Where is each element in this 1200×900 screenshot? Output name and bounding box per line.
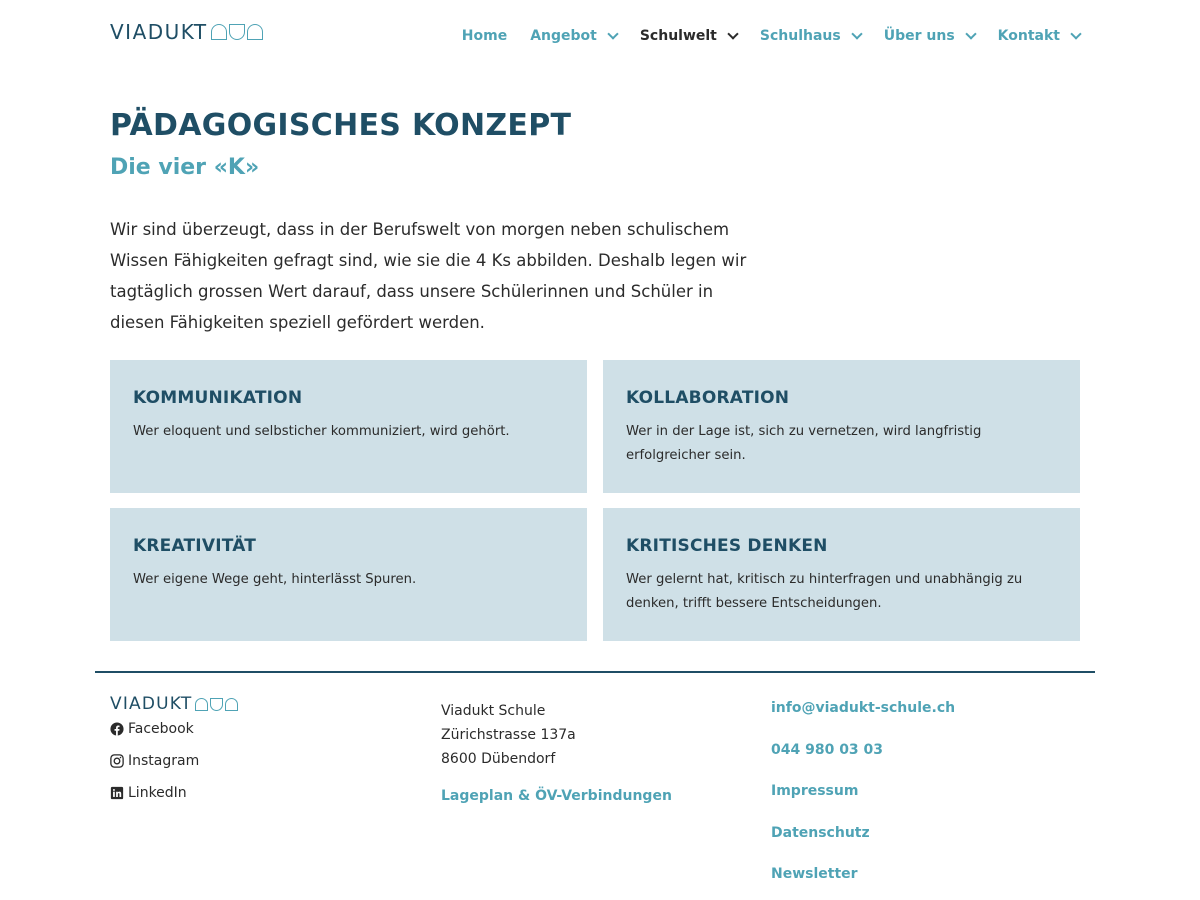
k-cards-grid <box>110 360 1080 641</box>
nav-item-kontakt[interactable] <box>998 28 1080 44</box>
address-name: Viadukt Schule <box>441 703 546 719</box>
page-subtitle: Die vier «K» <box>110 155 260 180</box>
nav-label: Kontakt <box>997 28 1060 44</box>
map-link[interactable]: Lageplan & ÖV-Verbindungen <box>441 788 672 804</box>
social-link-linkedin[interactable] <box>110 783 199 803</box>
site-logo[interactable] <box>110 20 263 44</box>
card-text: Wer gelernt hat, kritisch zu hinterfragen und unabhängig zu denken, trifft bessere Entscheidungen. <box>626 572 1023 611</box>
card-title: KREATIVITÄT <box>133 536 257 556</box>
main-navigation <box>439 28 1080 44</box>
linkedin-icon <box>110 786 124 800</box>
address-city: 8600 Dübendorf <box>441 751 556 767</box>
address-street: Zürichstrasse 137a <box>441 727 576 743</box>
nav-item-schulwelt[interactable] <box>640 28 737 44</box>
card-text: Wer in der Lage ist, sich zu vernetzen, wird langfristig erfolgreicher sein. <box>626 424 982 463</box>
logo-wordmark: VIADUKT <box>110 694 193 714</box>
logo-arches-icon <box>211 24 263 40</box>
card-kritisches-denken <box>603 508 1080 641</box>
social-label: Instagram <box>128 753 200 769</box>
nav-label: Schulhaus <box>759 28 841 44</box>
nav-item-home[interactable] <box>462 28 507 44</box>
footer-logo[interactable] <box>110 694 238 714</box>
card-title: KOLLABORATION <box>626 388 790 408</box>
card-kommunikation <box>110 360 587 493</box>
chevron-down-icon <box>965 28 976 39</box>
impressum-link[interactable]: Impressum <box>771 783 859 799</box>
social-label: LinkedIn <box>128 785 187 801</box>
card-title: KRITISCHES DENKEN <box>626 536 828 556</box>
nav-label: Home <box>461 28 508 44</box>
logo-arches-icon <box>195 698 238 711</box>
datenschutz-link[interactable]: Datenschutz <box>771 824 870 841</box>
chevron-down-icon <box>727 28 738 39</box>
chevron-down-icon <box>1070 28 1081 39</box>
social-link-facebook[interactable] <box>110 719 199 739</box>
nav-label: Schulwelt <box>639 28 717 44</box>
newsletter-link[interactable]: Newsletter <box>771 866 858 882</box>
instagram-icon <box>110 754 124 768</box>
phone-link[interactable]: 044 980 03 03 <box>771 741 884 758</box>
social-links <box>110 719 199 815</box>
page-title: PÄDAGOGISCHES KONZEPT <box>110 108 572 143</box>
chevron-down-icon <box>607 28 618 39</box>
nav-item-schulhaus[interactable] <box>760 28 861 44</box>
footer-address <box>441 699 576 771</box>
nav-item-ueber-uns[interactable] <box>884 28 975 44</box>
card-text: Wer eloquent und selbsticher kommuniziert, wird gehört. <box>133 424 510 439</box>
site-header <box>0 0 1200 70</box>
facebook-icon <box>110 722 124 736</box>
card-kollaboration <box>603 360 1080 493</box>
nav-label: Über uns <box>883 28 955 44</box>
nav-item-angebot[interactable] <box>530 28 617 44</box>
social-link-instagram[interactable] <box>110 751 199 771</box>
social-label: Facebook <box>128 721 194 737</box>
footer-divider <box>95 671 1095 673</box>
logo-wordmark: VIADUKT <box>110 20 208 44</box>
nav-label: Angebot <box>530 28 597 44</box>
intro-paragraph: Wir sind überzeugt, dass in der Berufswelt von morgen neben schulischem Wissen Fähigkeiten gefragt sind, wie sie die 4 Ks abbilden. Deshalb legen wir tagtäglich grossen Wert darauf, dass unsere Schülerinnen und Schüler in diesen Fähigkeiten speziell gefördert werden. <box>110 220 747 332</box>
footer-contact-links <box>771 700 955 900</box>
card-kreativitaet <box>110 508 587 641</box>
chevron-down-icon <box>851 28 862 39</box>
card-text: Wer eigene Wege geht, hinterlässt Spuren. <box>133 572 417 587</box>
email-link[interactable]: info@viadukt-schule.ch <box>771 700 956 716</box>
card-title: KOMMUNIKATION <box>133 388 303 408</box>
